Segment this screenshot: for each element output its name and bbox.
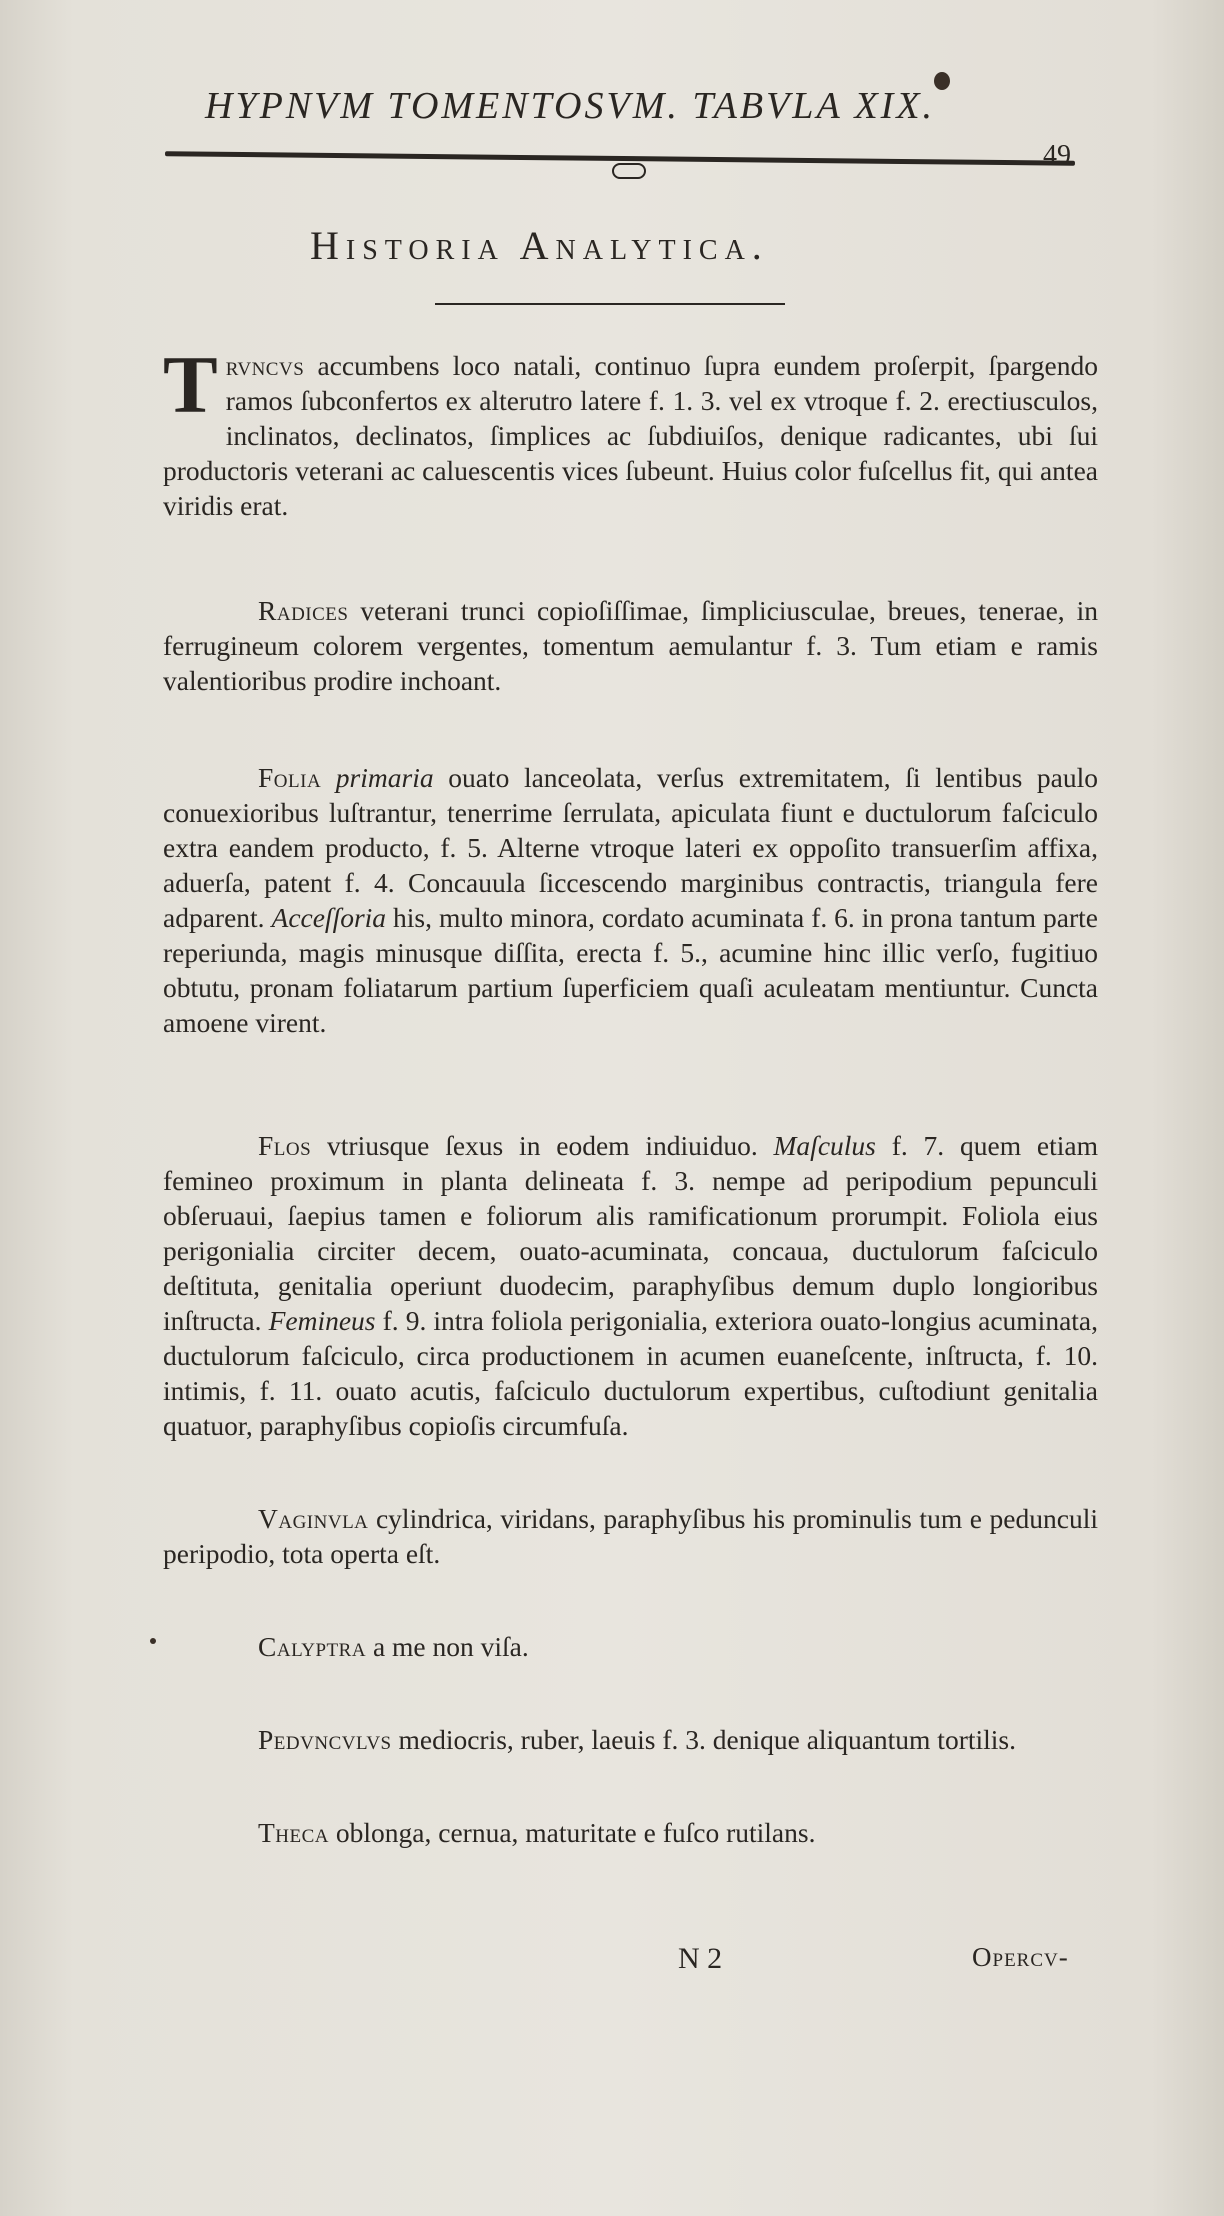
paragraph-text: his, multo minora, cordato acuminata f. 6. in prona tantum parte reperiunda, magis minusque diſſita, erecta f. 5., acumine hinc illic verſo, fugitiuo obtutu, pronam foliatarum partium ſuperficiem quaſi aculeatam mentiuntur. Cuncta amoene virent. [163,902,1098,1038]
paragraph-text: accumbens loco natali, continuo ſupra eundem proſerpit, ſpargendo ramos ſubconfertos ex alterutro latere f. 1. 3. vel ex vtroque f. 2. erectiusculos, inclinatos, declinatos, ſimplices ac ſubdiuiſos, denique radicantes, ubi ſui productoris veterani ac caluescentis vices ſubeunt. Huius color fuſcellus fit, qui antea viridis erat. [163,350,1098,521]
title-rule [435,303,785,305]
lead-word: Pedvncvlvs [258,1724,392,1755]
paragraph-text: a me non viſa. [366,1631,529,1662]
page-number: 49 [1043,140,1071,171]
paragraph-calyptra [163,1629,1098,1664]
body-text [163,339,1098,1850]
paragraph-radices [163,593,1098,698]
paragraph-text: cylindrica, viridans, paraphyſibus his prominulis tum e pedunculi peripodio, tota operta eſt. [163,1503,1098,1569]
paragraph-pedunculus [163,1722,1098,1757]
italic-term: Maſculus [773,1130,876,1161]
lead-word: Theca [258,1817,330,1848]
paragraph-vaginula [163,1501,1098,1571]
paragraph-text: oblonga, cernua, maturitate e fuſco rutilans. [329,1817,816,1848]
paragraph-text: vtriusque ſexus in eodem indiuiduo. [311,1130,774,1161]
lead-word: Vaginvla [258,1503,369,1534]
catchword: Opercv- [972,1942,1069,1972]
paragraph-text: f. 7. quem etiam femineo proximum in planta delineata f. 3. nempe ad peripodium pepunculi obſeruaui, ſaepius tamen e foliorum alis ramificationum prorumpit. Foliola eius perigonialia circiter decem, ouato-acuminata, concaua, ductulorum faſciculo deſtituta, genitalia operiunt duodecim, paraphyſibus demum duplo longioribus inſtructa. [163,1130,1098,1336]
lead-word: rvncvs [225,350,305,381]
paragraph-flos [163,1128,1098,1443]
paragraph-text: mediocris, ruber, laeuis f. 3. denique aliquantum tortilis. [391,1724,1016,1755]
header-rule-ornament [612,163,646,179]
ink-spot [150,1638,156,1644]
paragraph-folia [163,760,1098,1040]
italic-term: Femineus [268,1305,376,1336]
signature-mark: N 2 [678,1942,723,1975]
running-head: HYPNVM TOMENTOSVM. TABVLA XIX. [205,85,936,127]
paragraph-text: ouato lanceolata, verſus extremitatem, ſi lentibus paulo conuexioribus luſtrantur, tenerrime ſerrulata, apiculata fiunt e ductulorum faſciculo extra eandem producto, f. 5. Alterne vtroque lateri ex oppoſito transuerſim affixa, aduerſa, patent f. 4. Concauula ſiccescendo marginibus contractis, triangula fere adparent. [163,762,1098,933]
lead-word: Flos [258,1130,312,1161]
paragraph-text: veterani trunci copioſiſſimae, ſimpliciusculae, breues, tenerae, in ferrugineum colorem vergentes, tomentum aemulantur f. 3. Tum etiam e ramis valentioribus prodire inchoant. [163,595,1098,696]
section-title: Historia Analytica. [310,223,769,268]
paragraph-text: f. 9. intra foliola perigonialia, exteriora ouato-longius acuminata, ductulorum faſciculo, circa productionem in acumen euaneſcente, inſtructa, f. 10. intimis, f. 11. ouato acutis, faſciculo ductulorum expertibus, cuſtodiunt genitalia quatuor, paraphyſibus copioſis circumfuſa. [163,1305,1098,1441]
lead-word: Folia [258,762,322,793]
paragraph-theca [163,1815,1098,1850]
italic-term: primaria [335,762,434,793]
lead-word: Radices [258,595,349,626]
lead-word: Calyptra [258,1631,367,1662]
italic-term: Acceſſoria [271,902,387,933]
paragraph-truncus [163,339,1098,523]
drop-cap: T [163,339,218,430]
